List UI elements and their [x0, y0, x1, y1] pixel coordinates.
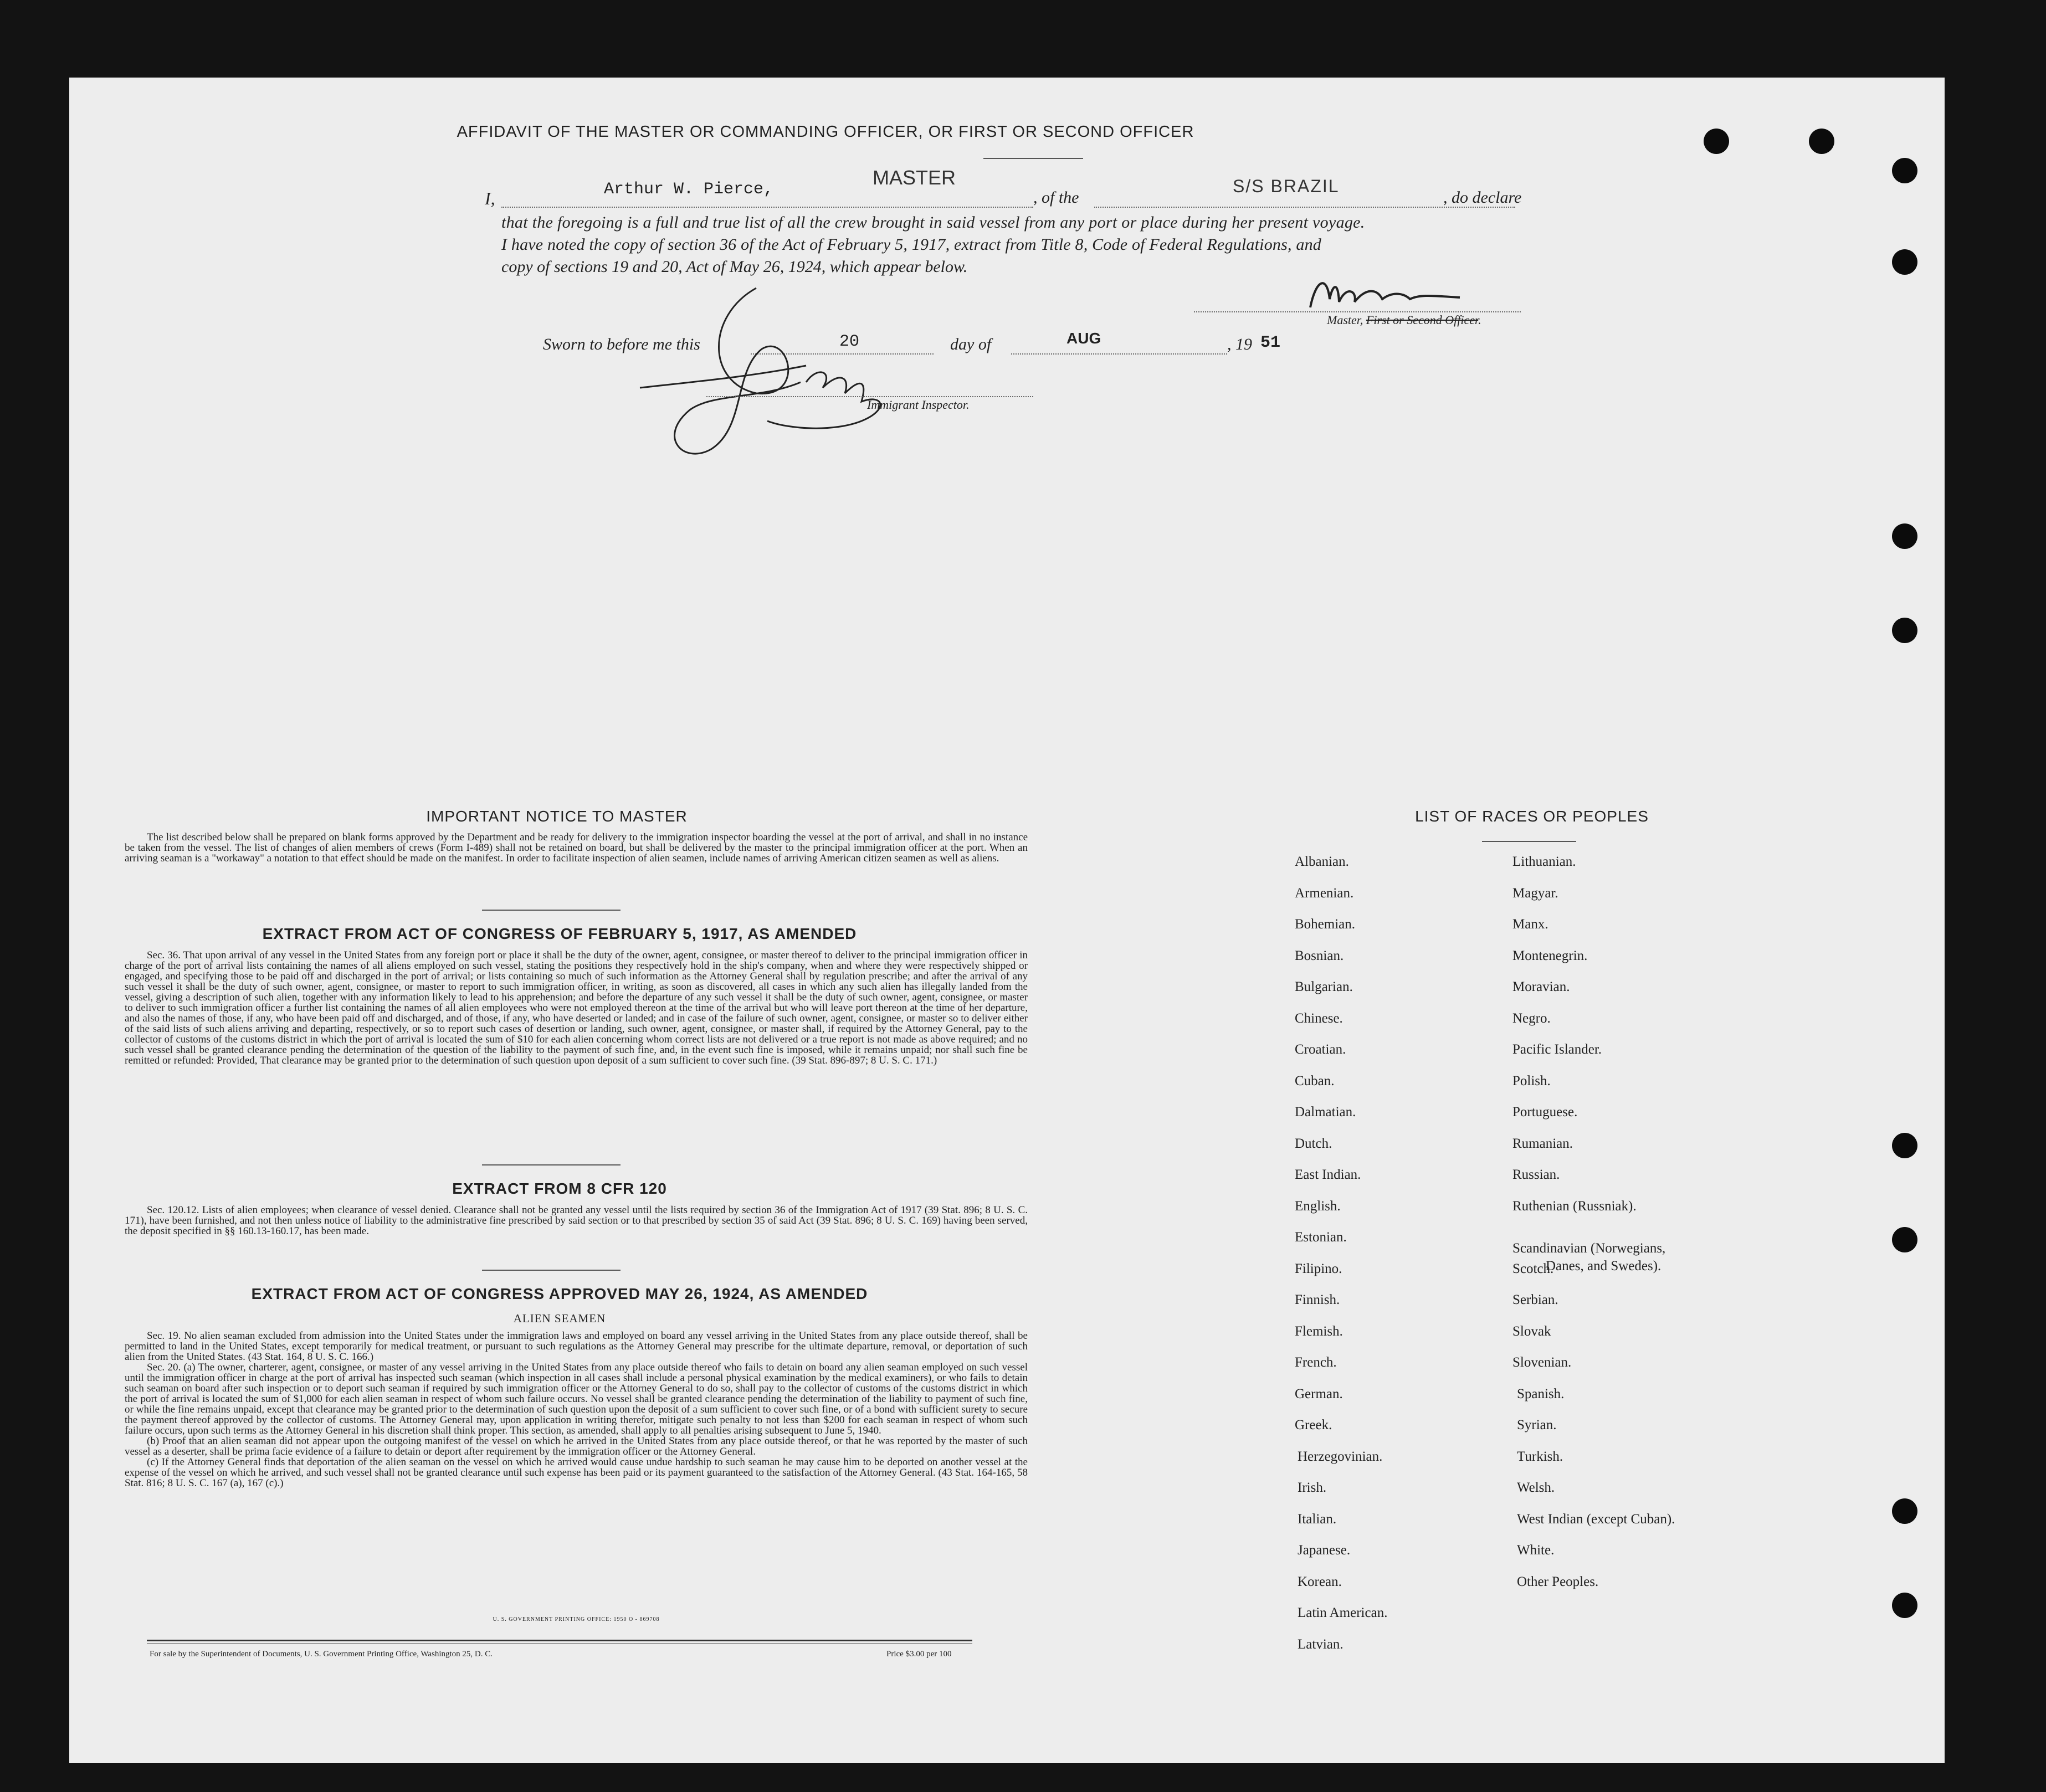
race-item: Montenegrin.	[1512, 948, 1588, 963]
race-item: West Indian (except Cuban).	[1517, 1512, 1675, 1527]
day-of-label: day of	[950, 335, 992, 353]
month-line	[1011, 353, 1227, 355]
race-item: Rumanian.	[1512, 1136, 1573, 1151]
punch-hole	[1892, 1227, 1917, 1252]
punch-hole	[1704, 129, 1729, 154]
races-title-rule	[1482, 841, 1576, 842]
notice-title: IMPORTANT NOTICE TO MASTER	[426, 808, 688, 825]
of-the-label: , of the	[1033, 188, 1079, 207]
race-item: Danes, and Swedes).	[1546, 1259, 1662, 1274]
do-declare-label: , do declare	[1443, 188, 1522, 207]
declaration-line-1: that the foregoing is a full and true list of all the crew brought in said vessel from any port or place during her present voyage.	[501, 213, 1365, 232]
name-line	[501, 207, 1033, 208]
race-item: Croatian.	[1295, 1042, 1346, 1057]
race-item: Estonian.	[1295, 1230, 1347, 1245]
punch-hole	[1892, 158, 1917, 183]
race-item: Scandinavian (Norwegians,	[1512, 1241, 1666, 1256]
section-20c-paragraph: (c) If the Attorney General finds that deportation of the alien seaman on the vessel on which he arrived would cause undue hardship to such seaman he may cause him to be deported on another vessel at the expense of the vessel on which he arrived, and such vessel shall not be granted clearance until such expense has been paid or its payment guaranteed to the satisfaction of the Attorney General. (43 Stat. 164-165, 58 Stat. 816; 8 U. S. C. 167 (a), 167 (c).)	[125, 1456, 1028, 1489]
struck-officer-label: First or Second Officer	[1366, 313, 1479, 327]
race-item: Dutch.	[1295, 1136, 1332, 1151]
race-item: Scotch.	[1512, 1261, 1554, 1276]
notice-paragraph: The list described below shall be prepared on blank forms approved by the Department and be ready for delivery to the immigration inspector boarding the vessel at the port of arrival, and shall in no instance be taken from the vessel. The list of changes of alien members of crews (Form I-489) shall not be retained on board, but shall be delivered by the master to the principal immigration officer at the port. When an arriving seaman is a "workaway" a notation to that effect should be made on the manifest. In order to facilitate inspection of alien seamen, include names of arriving American citizen seamen as well as aliens.	[125, 831, 1028, 864]
punch-hole	[1892, 523, 1917, 549]
month-value: AUG	[1066, 330, 1101, 347]
race-item: Bosnian.	[1295, 948, 1344, 963]
footer-sale-text: For sale by the Superintendent of Documents, U. S. Government Printing Office, Washington 25, D. C.	[150, 1650, 493, 1659]
race-item: Magyar.	[1512, 886, 1558, 901]
footer-price: Price $3.00 per 100	[886, 1650, 952, 1659]
inspector-label: Immigrant Inspector.	[867, 398, 970, 412]
day-value: 20	[839, 332, 860, 351]
title-rule	[983, 158, 1083, 159]
race-item: Japanese.	[1298, 1543, 1351, 1558]
race-item: English.	[1295, 1199, 1341, 1214]
race-item: Filipino.	[1295, 1261, 1342, 1276]
inspector-signature	[623, 283, 967, 460]
race-item: Bohemian.	[1295, 917, 1356, 932]
punch-hole	[1892, 1498, 1917, 1524]
divider-rule	[482, 910, 621, 911]
race-item: Lithuanian.	[1512, 854, 1576, 869]
year-prefix: , 19	[1227, 335, 1252, 353]
race-item: Herzegovinian.	[1298, 1449, 1383, 1464]
section-20b-paragraph: (b) Proof that an alien seaman did not appear upon the outgoing manifest of the vessel on which he arrived in the United States from any place outside thereof, or that he was reported by the master of such vessel as a deserter, shall be prima facie evidence of a failure to detain or deport after requirement by the immigration officer or the Attorney General.	[125, 1435, 1028, 1457]
race-item: White.	[1517, 1543, 1555, 1558]
race-item: Armenian.	[1295, 886, 1354, 901]
race-item: Italian.	[1298, 1512, 1337, 1527]
notice-text	[125, 832, 1028, 864]
race-item: Moravian.	[1512, 979, 1570, 994]
race-item: German.	[1295, 1387, 1343, 1401]
rank-stamp: MASTER	[873, 166, 956, 189]
extract-cfr-title: EXTRACT FROM 8 CFR 120	[452, 1180, 667, 1197]
master-name: Arthur W. Pierce,	[604, 180, 774, 199]
section-19-paragraph: Sec. 19. No alien seaman excluded from admission into the United States under the immigration laws and employed on board any vessel arriving in the United States from any place outside thereof, shall be permitted to land in the United States, except temporarily for medical treatment, or pursuant to such regulations as the Attorney General may prescribe for the ultimate departure, removal, or deportation of such alien from the United States. (43 Stat. 164, 8 U. S. C. 166.)	[125, 1330, 1028, 1363]
vessel-name: S/S BRAZIL	[1233, 176, 1340, 196]
extract-1917-title: EXTRACT FROM ACT OF CONGRESS OF FEBRUARY 5, 1917, AS AMENDED	[262, 925, 857, 942]
extract-1924-title: EXTRACT FROM ACT OF CONGRESS APPROVED MAY 26, 1924, AS AMENDED	[251, 1285, 868, 1302]
race-item: Greek.	[1295, 1418, 1332, 1432]
extract-1917-text	[125, 950, 1028, 1066]
race-item: Russian.	[1512, 1167, 1560, 1182]
master-signature-line	[1194, 311, 1521, 312]
form-sheet	[69, 78, 1945, 1763]
section-36-paragraph: Sec. 36. That upon arrival of any vessel in the United States from any foreign port or place it shall be the duty of the owner, agent, consignee, or master thereof to deliver to the principal immigration officer in charge of the port of arrival lists containing the names of all aliens employed on such vessel, stating the positions they respectively hold in the ship's company, when and where they were respectively shipped or engaged, and specifying those to be paid off and discharged in the port of arrival; or lists containing so much of such information as the Attorney General shall by regulation prescribe; and after the arrival of any such vessel it shall be the duty of such owner, agent, consignee, or master to report to such immigration officer, in writing, as soon as discovered, all cases in which any such alien has illegally landed from the vessel, giving a description of such alien, together with any information likely to lead to his apprehension; and before the departure of any such vessel it shall be the duty of such owner, agent, consignee, or master to deliver to such immigration officer a further list containing the names of all alien employees who were not employed thereon at the time of the arrival but who will leave port thereon at the time of her departure, and also the names of those, if any, who have been paid off and discharged, and of those, if any, who have deserted or landed; and in case of the failure of such owner, agent, consignee, or master so to deliver either of the said lists of such aliens arriving and departing, respectively, or so to report such cases of desertion or landing, such owner, agent, consignee, or master shall, if required by the Attorney General, pay to the collector of customs of the customs district in which the port of arrival is located the sum of $10 for each alien concerning whom correct lists are not delivered or a true report is not made as above required; and no such vessel shall be granted clearance pending the determination of the question of the liability to the payment of such fine, and, in the event such fine is imposed, while it remains unpaid; nor shall such fine be remitted or refunded: Provided, That clearance may be granted prior to the determination of such question upon deposit of a sum sufficient to cover such fine. (39 Stat. 896-897; 8 U. S. C. 171.)	[125, 949, 1028, 1066]
race-item: Other Peoples.	[1517, 1574, 1599, 1589]
race-item: Latvian.	[1298, 1637, 1344, 1652]
master-label	[1327, 313, 1481, 327]
race-item: Cuban.	[1295, 1074, 1335, 1088]
race-item: Irish.	[1298, 1480, 1327, 1495]
race-item: Pacific Islander.	[1512, 1042, 1602, 1057]
extract-cfr-text	[125, 1205, 1028, 1236]
affidavit-title: AFFIDAVIT OF THE MASTER OR COMMANDING OFFICER, OR FIRST OR SECOND OFFICER	[457, 123, 1194, 141]
race-item: Finnish.	[1295, 1292, 1340, 1307]
footer-double-rule	[147, 1640, 972, 1644]
race-item: Albanian.	[1295, 854, 1349, 869]
race-item: Manx.	[1512, 917, 1548, 932]
race-item: Syrian.	[1517, 1418, 1557, 1432]
race-item: Ruthenian (Russniak).	[1512, 1199, 1637, 1214]
divider-rule	[482, 1270, 621, 1271]
race-item: Korean.	[1298, 1574, 1342, 1589]
punch-hole	[1892, 1133, 1917, 1158]
divider-rule	[482, 1164, 621, 1165]
master-label-end: .	[1478, 313, 1481, 327]
affidavit-i: I,	[485, 188, 495, 208]
year-value: 51	[1260, 333, 1281, 352]
section-120-12-paragraph: Sec. 120.12. Lists of alien employees; when clearance of vessel denied. Clearance shall not be granted any vessel until the lists required by section 36 of the Immigration Act of 1917 (39 Stat. 896; 8 U. S. C. 171), have been furnished, and not then unless notice of liability to the administrative fine prescribed by said section or to that prescribed by section 35 of said Act (39 Stat. 896; 8 U. S. C. 169) having been served, the deposit specified in §§ 160.13-160.17, has been made.	[125, 1204, 1028, 1237]
race-item: Spanish.	[1517, 1387, 1565, 1401]
punch-hole	[1892, 1593, 1917, 1618]
race-item: Welsh.	[1517, 1480, 1555, 1495]
race-item: Flemish.	[1295, 1324, 1343, 1339]
race-item: French.	[1295, 1355, 1337, 1370]
race-item: Slovenian.	[1512, 1355, 1572, 1370]
punch-hole	[1809, 129, 1834, 154]
race-item: Negro.	[1512, 1011, 1551, 1026]
alien-seamen-subtitle: ALIEN SEAMEN	[513, 1312, 606, 1325]
sworn-label: Sworn to before me this	[543, 335, 700, 353]
race-item: Portuguese.	[1512, 1105, 1578, 1120]
declaration-line-3: copy of sections 19 and 20, Act of May 26, 1924, which appear below.	[501, 258, 968, 276]
race-item: Serbian.	[1512, 1292, 1558, 1307]
race-item: Turkish.	[1517, 1449, 1563, 1464]
races-title: LIST OF RACES OR PEOPLES	[1415, 808, 1649, 825]
race-item: Slovak	[1512, 1324, 1551, 1339]
race-item: Bulgarian.	[1295, 979, 1353, 994]
race-item: East Indian.	[1295, 1167, 1361, 1182]
gpo-line: U. S. GOVERNMENT PRINTING OFFICE: 1950 O - 869708	[493, 1616, 660, 1622]
race-item: Chinese.	[1295, 1011, 1343, 1026]
master-label-text: Master,	[1327, 313, 1366, 327]
punch-hole	[1892, 249, 1917, 275]
punch-hole	[1892, 618, 1917, 643]
section-20a-paragraph: Sec. 20. (a) The owner, charterer, agent, consignee, or master of any vessel arriving in the United States from any place outside thereof who fails to detain on board any alien seaman employed on such vessel until the immigration officer in charge at the port of arrival has inspected such seaman (which inspection in all cases shall include a personal physical examination by the medical examiners), or who fails to detain such seaman on board after such inspection or to deport such seaman if required by such immigration officer or the Attorney General to do so, shall pay to the collector of customs of the customs district in which the port of arrival is located the sum of $1,000 for each alien seaman in respect of whom such failure occurs. No vessel shall be granted clearance pending the determination of the liability to payment of such fine, or while the fine remains unpaid, except that clearance may be granted prior to the determination of such question upon the deposit of a sum sufficient to cover such fine, or of a bond with sufficient surety to secure the payment thereof approved by the collector of customs. The Attorney General may, upon application in writing therefor, mitigate such penalty to not less than $200 for each seaman in respect of whom such failure occurs, upon such terms as the Attorney General in his discretion shall think proper. This section, as amended, shall apply to all penalties arising subsequent to June 5, 1940.	[125, 1362, 1028, 1436]
inspector-line	[706, 396, 1033, 397]
race-item: Polish.	[1512, 1074, 1551, 1088]
race-item: Dalmatian.	[1295, 1105, 1356, 1120]
race-item: Latin American.	[1298, 1605, 1388, 1620]
extract-1924-text	[125, 1331, 1028, 1488]
declaration-line-2: I have noted the copy of section 36 of the Act of February 5, 1917, extract from Title 8, Code of Federal Regulations, and	[501, 235, 1321, 254]
